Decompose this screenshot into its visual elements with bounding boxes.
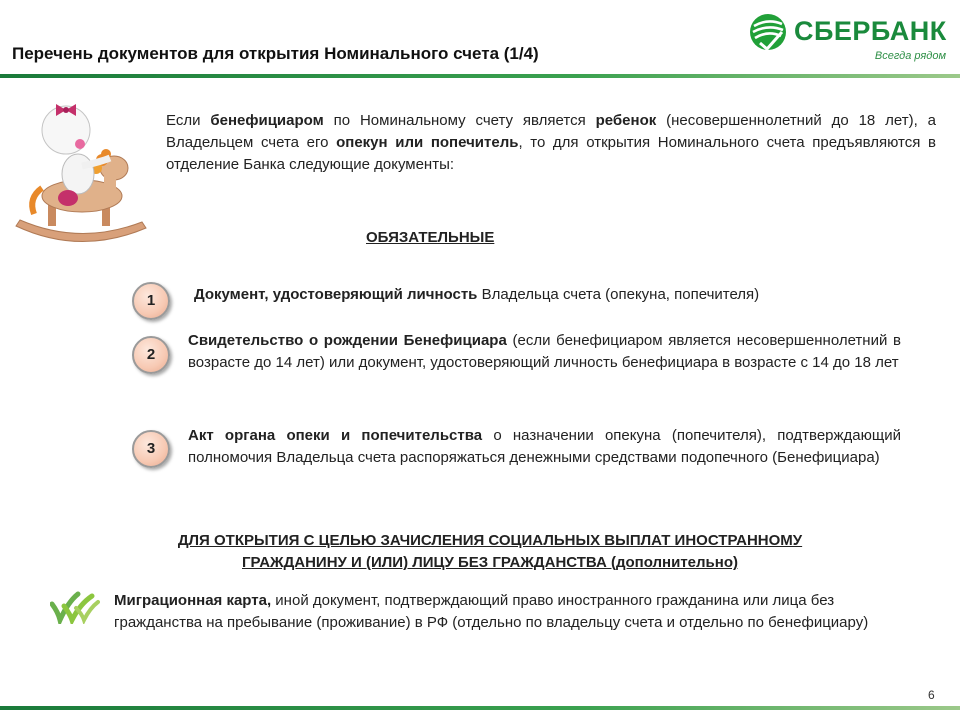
number-badge-1: 1 xyxy=(132,282,170,320)
mandatory-heading: ОБЯЗАТЕЛЬНЫЕ xyxy=(366,229,495,246)
logo-name: СБЕРБАНК xyxy=(794,16,947,46)
page-number: 6 xyxy=(928,688,935,702)
rocking-horse-illustration xyxy=(10,88,150,258)
mandatory-item-2: Свидетельство о рождении Бенефициара (если бенефициаром является несовершеннолетний в возрасте до 14 лет) или документ, удостоверяющий личность бенефициара в возрасте с 14 до 18 лет xyxy=(188,332,901,371)
title-divider xyxy=(0,74,960,78)
number-badge-2: 2 xyxy=(132,336,170,374)
footer-divider xyxy=(0,706,960,710)
check-marks-icon xyxy=(50,590,100,624)
intro-paragraph: Если бенефициаром по Номинальному счету является ребенок (несовершеннолетний до 18 лет), а Владельцем счета его опекун или попечитель, то для открытия Номинального счета предъявляются в отделение Банка следующие документы: xyxy=(166,112,937,173)
logo-tagline: Всегда рядом xyxy=(874,50,946,62)
number-badge-3: 3 xyxy=(132,430,170,468)
migration-card-item: Миграционная карта, иной документ, подтверждающий право иностранного гражданина или лица без гражданства на пребывание (проживание) в РФ (отдельно по владельцу счета и отдельно по бенефициару) xyxy=(114,592,869,631)
sberbank-logo xyxy=(748,10,952,66)
foreign-citizens-heading: ДЛЯ ОТКРЫТИЯ С ЦЕЛЬЮ ЗАЧИСЛЕНИЯ СОЦИАЛЬНЫХ ВЫПЛАТ ИНОСТРАННОМУ ГРАЖДАНИНУ И (ИЛИ) ЛИЦУ БЕЗ ГРАЖДАНСТВА (дополнительно) xyxy=(177,532,803,571)
mandatory-item-1: Документ, удостоверяющий личность Владельца счета (опекуна, попечителя) xyxy=(194,286,760,303)
mandatory-item-3: Акт органа опеки и попечительства о назначении опекуна (попечителя), подтверждающий полномочия Владельца счета распоряжаться денежными средствами подопечного (Бенефициара) xyxy=(188,427,901,466)
sberbank-logo-icon xyxy=(748,12,788,52)
slide-title: Перечень документов для открытия Номинального счета (1/4) xyxy=(12,44,539,63)
